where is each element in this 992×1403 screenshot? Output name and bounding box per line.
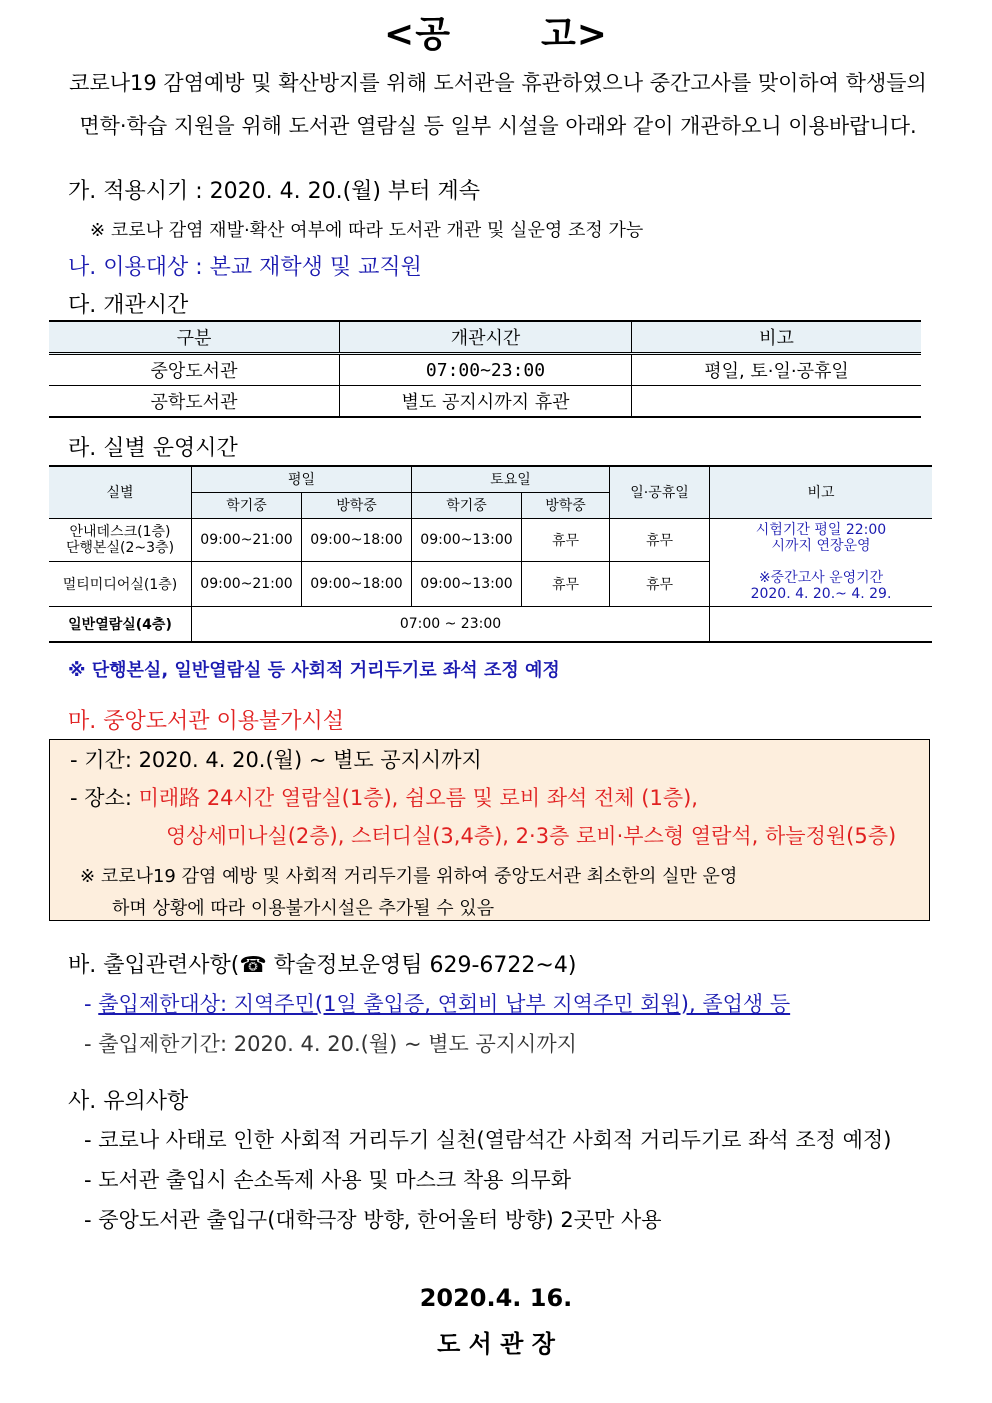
seat-adjust-note: ※ 단행본실, 일반열람실 등 사회적 거리두기로 좌석 조정 예정 bbox=[68, 660, 560, 681]
ba-item-1 bbox=[84, 988, 790, 1018]
box-note-2: 하며 상황에 따라 이용불가시설은 추가될 수 있음 bbox=[112, 898, 495, 919]
unavailable-facilities-box bbox=[49, 739, 930, 921]
table1-header-row bbox=[49, 321, 921, 354]
table2-note-cell bbox=[710, 518, 933, 606]
notice-date: 2020.4. 16. bbox=[419, 1284, 573, 1312]
table2-cell: 휴무 bbox=[610, 561, 710, 606]
table-row bbox=[49, 518, 932, 561]
room-info-desk: 안내데스크(1층) bbox=[69, 523, 171, 540]
table2-cell: 09:00~21:00 bbox=[192, 561, 302, 606]
table2-header-semester: 학기중 bbox=[192, 492, 302, 518]
table-row bbox=[49, 386, 921, 418]
table1-cell: 공학도서관 bbox=[49, 386, 340, 418]
table2-room-cell bbox=[49, 518, 192, 561]
box-period: - 기간: 2020. 4. 20.(월) ~ 별도 공지시까지 bbox=[70, 748, 482, 772]
section-da: 다. 개관시간 bbox=[68, 293, 189, 318]
section-ga: 가. 적용시기 : 2020. 4. 20.(월) 부터 계속 bbox=[68, 179, 481, 204]
table2-cell: 휴무 bbox=[522, 518, 610, 561]
table2-header-room: 실별 bbox=[49, 466, 192, 518]
table1-header-note: 비고 bbox=[632, 321, 922, 354]
sa-item-3: - 중앙도서관 출입구(대학극장 방향, 한어울터 방향) 2곳만 사용 bbox=[84, 1208, 662, 1232]
exam-extension-note-1: 시험기간 평일 22:00 bbox=[755, 522, 887, 538]
table2-cell bbox=[710, 606, 933, 642]
room-book-stacks: 단행본실(2~3층) bbox=[65, 539, 175, 556]
table2-header-row bbox=[49, 466, 932, 492]
notice-title-right: 고> bbox=[541, 14, 608, 55]
section-ga-note: ※ 코로나 감염 재발·확산 여부에 따라 도서관 개관 및 실운영 조정 가능 bbox=[90, 220, 644, 241]
table-row bbox=[49, 606, 932, 642]
table2-cell: 멀티미디어실(1층) bbox=[49, 561, 192, 606]
midterm-period-note-1: ※중간고사 운영기간 bbox=[758, 570, 884, 586]
midterm-period-note-2: 2020. 4. 20.~ 4. 29. bbox=[750, 586, 892, 602]
table2-cell: 09:00~13:00 bbox=[412, 561, 522, 606]
opening-hours-table bbox=[49, 320, 921, 418]
table1-cell: 별도 공지시까지 휴관 bbox=[340, 386, 632, 418]
section-sa: 사. 유의사항 bbox=[68, 1089, 189, 1114]
table2-cell: 09:00~18:00 bbox=[302, 561, 412, 606]
notice-title-left: <공 bbox=[384, 14, 451, 55]
table1-cell: 중앙도서관 bbox=[49, 354, 340, 386]
intro-paragraph bbox=[48, 62, 948, 148]
box-place-label: - 장소: bbox=[70, 786, 139, 810]
box-place-line-1 bbox=[70, 782, 698, 812]
table2-header-vacation: 방학중 bbox=[522, 492, 610, 518]
table2-header-weekday: 평일 bbox=[192, 466, 412, 492]
table2-cell: 07:00 ~ 23:00 bbox=[192, 606, 710, 642]
table2-header-vacation: 방학중 bbox=[302, 492, 412, 518]
table2-header-holiday: 일·공휴일 bbox=[610, 466, 710, 518]
room-hours-table bbox=[49, 465, 932, 643]
sa-item-1: - 코로나 사태로 인한 사회적 거리두기 실천(열람석간 사회적 거리두기로 좌석 조정 예정) bbox=[84, 1128, 892, 1152]
table1-header-hours: 개관시간 bbox=[340, 321, 632, 354]
section-ba: 바. 출입관련사항(☎ 학술정보운영팀 629-6722~4) bbox=[68, 953, 577, 978]
ba-item-1-text: 출입제한대상: 지역주민(1일 출입증, 연회비 납부 지역주민 회원), 졸업생 등 bbox=[98, 992, 791, 1016]
table2-cell: 09:00~13:00 bbox=[412, 518, 522, 561]
section-ra: 라. 실별 운영시간 bbox=[68, 436, 238, 461]
table2-cell: 09:00~18:00 bbox=[302, 518, 412, 561]
box-place-1: 미래路 24시간 열람실(1층), 쉼오름 및 로비 좌석 전체 (1층), bbox=[138, 786, 698, 810]
exam-extension-note-2: 시까지 연장운영 bbox=[771, 538, 871, 554]
table2-cell: 09:00~21:00 bbox=[192, 518, 302, 561]
table1-cell: 평일, 토·일·공휴일 bbox=[632, 354, 922, 386]
box-note-1: ※ 코로나19 감염 예방 및 사회적 거리두기를 위하여 중앙도서관 최소한의 실만 운영 bbox=[80, 866, 738, 887]
section-na: 나. 이용대상 : 본교 재학생 및 교직원 bbox=[68, 255, 422, 280]
notice-title bbox=[0, 6, 992, 57]
box-place-2: 영상세미나실(2층), 스터디실(3,4층), 2·3층 로비·부스형 열람석, 하늘정원(5층) bbox=[166, 824, 897, 848]
table2-cell: 일반열람실(4층) bbox=[49, 606, 192, 642]
table1-header-category: 구분 bbox=[49, 321, 340, 354]
ba-item-2: - 출입제한기간: 2020. 4. 20.(월) ~ 별도 공지시까지 bbox=[84, 1032, 577, 1056]
sa-item-2: - 도서관 출입시 손소독제 사용 및 마스크 착용 의무화 bbox=[84, 1168, 571, 1192]
table2-cell: 휴무 bbox=[610, 518, 710, 561]
table1-cell bbox=[632, 386, 922, 418]
table2-cell: 휴무 bbox=[522, 561, 610, 606]
table2-header-note: 비고 bbox=[710, 466, 933, 518]
table2-header-saturday: 토요일 bbox=[412, 466, 610, 492]
table2-header-semester: 학기중 bbox=[412, 492, 522, 518]
section-ma: 마. 중앙도서관 이용불가시설 bbox=[68, 709, 345, 734]
intro-line-2: 면학·학습 지원을 위해 도서관 열람실 등 일부 시설을 아래와 같이 개관하오니 이용바랍니다. bbox=[79, 114, 917, 138]
notice-signer: 도 서 관 장 bbox=[437, 1330, 555, 1358]
ba-item-1-dash: - bbox=[84, 992, 92, 1016]
intro-line-1: 코로나19 감염예방 및 확산방지를 위해 도서관을 휴관하였으나 중간고사를 맞이하여 학생들의 bbox=[69, 71, 927, 95]
table-row bbox=[49, 354, 921, 386]
table1-cell: 07:00~23:00 bbox=[340, 354, 632, 386]
